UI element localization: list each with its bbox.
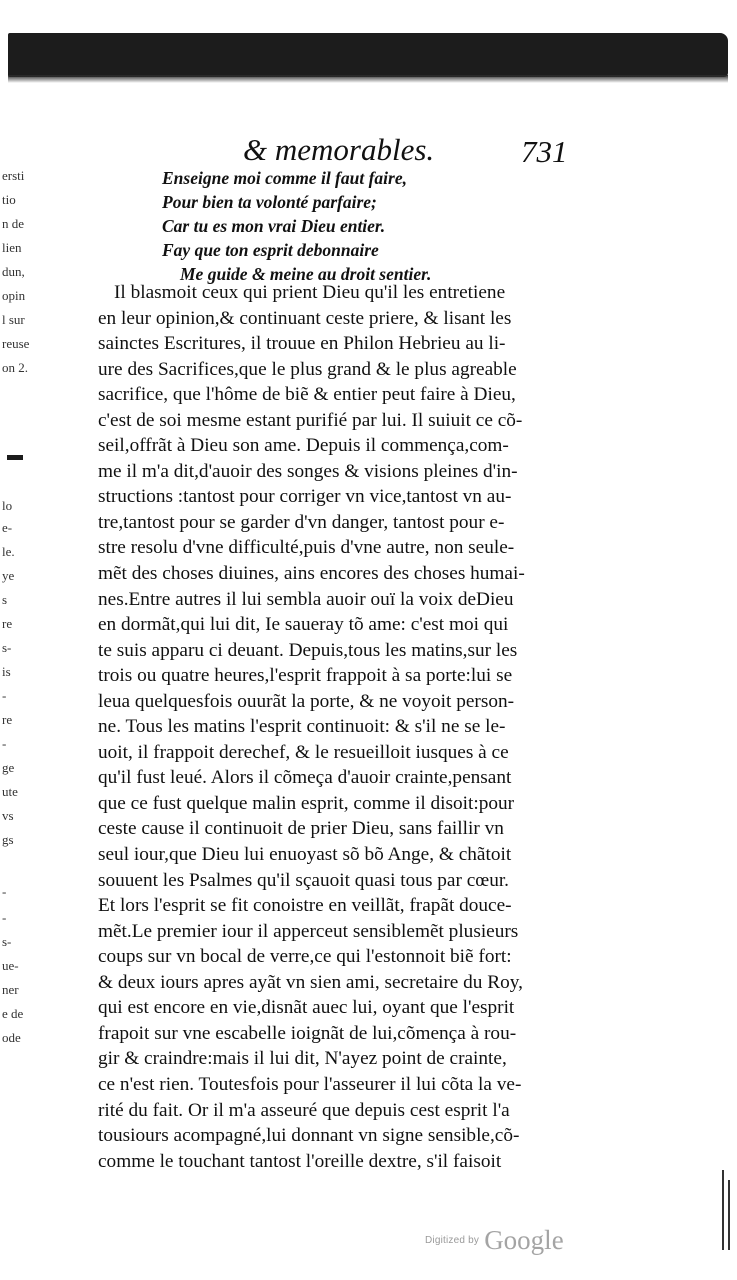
body-line: comme le touchant tantost l'oreille dextre, s'il faisoit (98, 1150, 502, 1172)
verse-line: Pour bien ta volonté parfaire; (162, 192, 377, 212)
margin-fragment: is (2, 664, 11, 679)
margin-fragment: s- (2, 934, 12, 949)
body-line: mẽt des choses diuines, ains encores des choses humai- (98, 563, 525, 585)
google-logo: Google (484, 1225, 564, 1255)
margin-fragment: re (2, 616, 13, 631)
body-line: leua quelquesfois ouurãt la porte, & ne voyoit person- (98, 690, 515, 712)
verse-line: Enseigne moi comme il faut faire, (162, 168, 407, 188)
body-line: ure des Sacrifices,que le plus grand & le plus agreable (98, 358, 517, 380)
body-line: nes.Entre autres il lui sembla auoir ouï la voix deDieu (98, 588, 514, 610)
margin-fragment: - (2, 910, 7, 925)
margin-fragment: on 2. (2, 360, 28, 375)
page-number: 731 (521, 134, 568, 169)
margin-fragment: gs (2, 832, 14, 847)
margin-fragment: re (2, 712, 13, 727)
margin-fragment: lo (2, 498, 13, 513)
margin-fragment: dun, (2, 264, 25, 279)
margin-fragment: ersti (2, 168, 25, 183)
verse-line: Me guide & meine au droit sentier. (180, 264, 432, 284)
body-line: tousiours acompagné,lui donnant vn signe sensible,cõ- (98, 1125, 520, 1147)
left-margin-mark (7, 455, 23, 460)
margin-fragment: vs (2, 808, 14, 823)
body-line: ce n'est rien. Toutesfois pour l'asseurer il lui cõta la ve- (98, 1073, 522, 1095)
body-line: sainctes Escritures, il trouue en Philon Hebrieu au li- (98, 333, 506, 355)
body-line: & deux iours apres ayãt vn sien ami, secretaire du Roy, (98, 971, 523, 993)
scan-top-shadow (8, 33, 728, 77)
margin-fragment: s- (2, 640, 12, 655)
body-line: ne. Tous les matins l'esprit continuoit: & s'il ne se le- (98, 716, 506, 738)
body-line: sacrifice, que l'hôme de biẽ & entier peut faire à Dieu, (98, 384, 516, 406)
scan-right-edge-line-2 (728, 1180, 730, 1250)
margin-fragment: opin (2, 288, 26, 303)
body-line: mẽt.Le premier iour il apperceut sensiblemẽt plusieurs (98, 920, 519, 942)
margin-fragment: lien (2, 240, 22, 255)
margin-fragment: reuse (2, 336, 30, 351)
margin-fragment: le. (2, 544, 15, 559)
margin-fragment: ode (2, 1030, 21, 1045)
body-line: en dormãt,qui lui dit, Ie saueray tõ ame: c'est moi qui (98, 614, 509, 636)
margin-fragment: - (2, 688, 7, 703)
body-line: qu'il fust leué. Alors il cõmeça d'auoir crainte,pensant (98, 767, 512, 789)
body-line: c'est de soi mesme estant purifié par lui. Il suiuit ce cõ- (98, 409, 523, 431)
margin-fragment: - (2, 736, 7, 751)
body-line: ceste cause il continuoit de prier Dieu, sans faillir vn (98, 818, 504, 840)
body-line: gir & craindre:mais il lui dit, N'ayez point de crainte, (98, 1048, 507, 1070)
body-line: trois ou quatre heures,l'esprit frappoit à sa porte:lui se (98, 665, 513, 687)
digitized-by-google-watermark (425, 1225, 564, 1256)
margin-fragment: e de (2, 1006, 24, 1021)
body-line: en leur opinion,& continuant ceste priere, & lisant les (98, 307, 512, 329)
body-line: coups sur vn bocal de verre,ce qui l'estonnoit biẽ fort: (98, 946, 512, 968)
scan-top-shadow-fade (8, 75, 728, 83)
body-line: seul iour,que Dieu lui enuoyast sõ bõ Ange, & chãtoit (98, 844, 512, 866)
running-head (0, 132, 737, 172)
body-line: me il m'a dit,d'auoir des songes & visions pleines d'in- (98, 460, 518, 482)
body-line: souuent les Psalmes qu'il sçauoit quasi tous par cœur. (98, 869, 510, 891)
body-line: Il blasmoit ceux qui prient Dieu qu'il les entretiene (114, 282, 506, 303)
body-line: structions :tantost pour corriger vn vice,tantost vn au- (98, 486, 512, 508)
body-line: que ce fust quelque malin esprit, comme il disoit:pour (98, 792, 515, 814)
body-line: frapoit sur vne escabelle ioignãt de lui,cõmença à rou- (98, 1022, 517, 1044)
scan-right-edge-line (722, 1170, 724, 1250)
body-line: uoit, il frappoit derechef, & le resueilloit iusques à ce (98, 741, 509, 763)
running-title: & memorables. (243, 132, 435, 167)
body-line: rité du fait. Or il m'a asseuré que depuis cest esprit l'a (98, 1099, 510, 1121)
margin-fragment: l sur (2, 312, 25, 327)
body-line: tre,tantost pour se garder d'vn danger, tantost pour e- (98, 511, 505, 533)
verse-line: Car tu es mon vrai Dieu entier. (162, 216, 386, 236)
margin-fragment: ute (2, 784, 18, 799)
body-line: stre resolu d'vne difficulté,puis d'vne autre, non seule- (98, 537, 515, 559)
margin-fragment: - (2, 884, 7, 899)
margin-fragment: n de (2, 216, 25, 231)
body-line: te suis apparu ci deuant. Depuis,tous les matins,sur les (98, 639, 518, 661)
margin-fragment: tio (2, 192, 16, 207)
margin-fragment: ue- (2, 958, 19, 973)
watermark-prefix: Digitized by (425, 1235, 480, 1246)
margin-fragment: s (2, 592, 8, 607)
verse-line: Fay que ton esprit debonnaire (162, 240, 379, 260)
body-text (98, 280, 593, 1174)
body-line: qui est encore en vie,disnãt auec lui, oyant que l'esprit (98, 997, 515, 1019)
body-line: seil,offrãt à Dieu son ame. Depuis il commença,com- (98, 435, 509, 457)
margin-fragment: e- (2, 520, 13, 535)
margin-fragment: ge (2, 760, 15, 775)
margin-fragment: ner (2, 982, 19, 997)
body-line: Et lors l'esprit se fit conoistre en veillãt, frapãt douce- (98, 895, 512, 917)
margin-fragment: ye (2, 568, 15, 583)
